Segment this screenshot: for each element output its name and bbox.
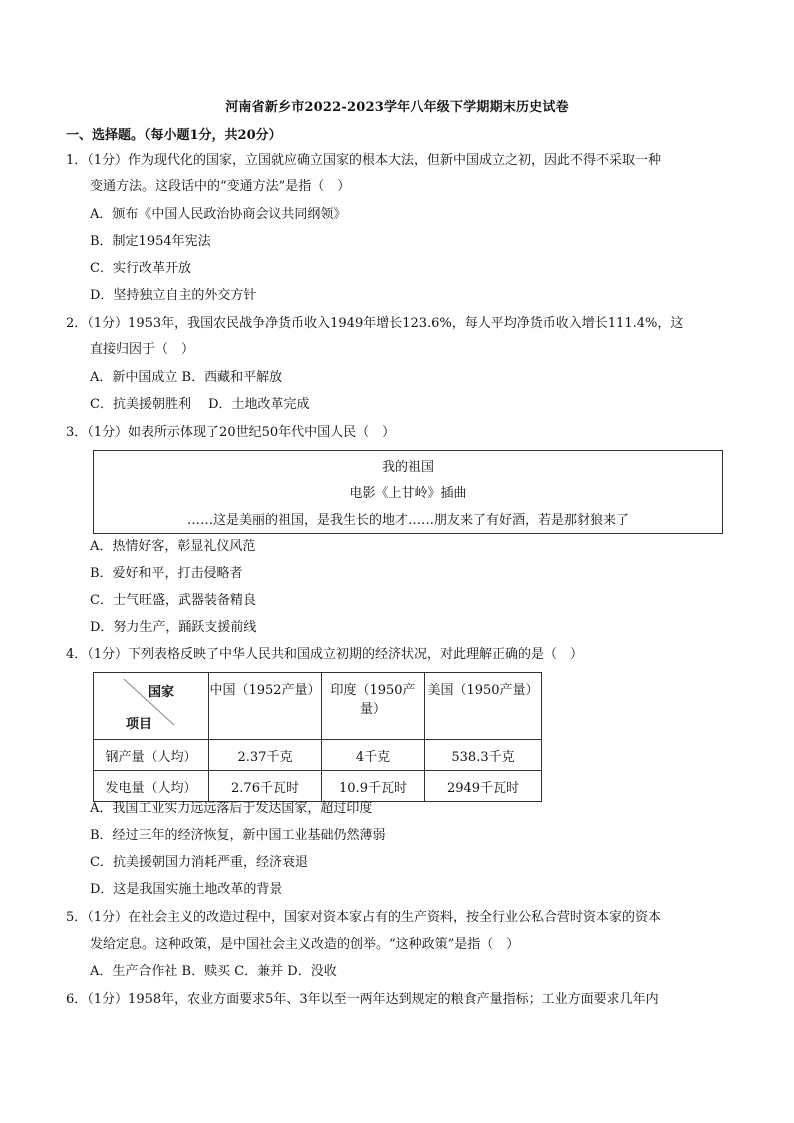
q3-option-a: A．热情好客，彰显礼仪风范 [90, 539, 256, 554]
q4-economy-table [93, 672, 542, 802]
table-row [94, 771, 542, 802]
table-header-india: 印度（1950产量） [322, 673, 425, 740]
corner-bottom-label: 项目 [126, 717, 153, 732]
cell-india-steel: 4千克 [322, 740, 425, 771]
q4-option-a: A．我国工业实力远远落后于发达国家，超过印度 [90, 801, 373, 816]
cell-usa-power: 2949千瓦时 [425, 771, 542, 802]
row-label-steel: 钢产量（人均） [94, 740, 209, 771]
q1-stem-line2: 变通方法。这段话中的“变通方法”是指（ ） [90, 179, 351, 194]
q2-option-cd: C．抗美援朝胜利 D．土地改革完成 [90, 397, 310, 412]
section-heading: 一、选择题。（每小题1分，共20分） [66, 128, 282, 143]
q5-stem-line2: 发给定息。这种政策，是中国社会主义改造的创举。“这种政策”是指（ ） [90, 937, 520, 952]
q5-stem-line1: 5．（1分）在社会主义的改造过程中，国家对资本家占有的生产资料，按全行业公私合营时资本家的资本 [66, 910, 662, 925]
cell-china-power: 2.76千瓦时 [209, 771, 322, 802]
row-label-power: 发电量（人均） [94, 771, 209, 802]
cell-china-steel: 2.37千克 [209, 740, 322, 771]
q1-option-a: A．颁布《中国人民政治协商会议共同纲领》 [90, 207, 347, 222]
table-row [94, 740, 542, 771]
table-header-usa: 美国（1950产量） [425, 673, 542, 740]
q3-option-c: C．士气旺盛，武器装备精良 [90, 593, 256, 608]
q2-option-ab: A．新中国成立 B．西藏和平解放 [90, 370, 283, 385]
table-corner-cell [94, 673, 209, 740]
cell-usa-steel: 538.3千克 [425, 740, 542, 771]
table-header-china: 中国（1952产量） [209, 673, 322, 740]
q1-stem-line1: 1．（1分）作为现代化的国家，立国就应确立国家的根本大法，但新中国成立之初，因此不得不采取一种 [66, 153, 662, 168]
exam-title: 河南省新乡市2022-2023学年八年级下学期期末历史试卷 [225, 100, 569, 115]
q4-option-d: D．这是我国实施土地改革的背景 [90, 882, 283, 897]
q3-option-d: D．努力生产，踊跃支援前线 [90, 620, 257, 635]
q4-stem: 4．（1分）下列表格反映了中华人民共和国成立初期的经济状况，对此理解正确的是（ ） [66, 647, 584, 662]
cell-india-power: 10.9千瓦时 [322, 771, 425, 802]
q1-option-b: B．制定1954年宪法 [90, 234, 211, 249]
q5-options: A．生产合作社 B．赎买 C．兼并 D．没收 [90, 964, 337, 979]
q6-stem-line1: 6．（1分）1958年，农业方面要求5年、3年以至一两年达到规定的粮食产量指标；工业方面要求几年内 [66, 992, 659, 1007]
table-header-row [94, 673, 542, 740]
q4-option-b: B．经过三年的经济恢复，新中国工业基础仍然薄弱 [90, 828, 386, 843]
q3-song-source: 电影《上甘岭》插曲 [349, 486, 467, 501]
corner-top-label: 国家 [147, 685, 174, 700]
q1-option-c: C．实行改革开放 [90, 261, 191, 276]
q3-option-b: B．爱好和平，打击侵略者 [90, 566, 243, 581]
q4-option-c: C．抗美援朝国力消耗严重，经济衰退 [90, 855, 308, 870]
q3-song-title: 我的祖国 [381, 460, 434, 475]
q2-stem-line1: 2．（1分）1953年，我国农民战争净货币收入1949年增长123.6%，每人平均净货币收入增长111.4%，这 [66, 316, 684, 331]
q1-option-d: D．坚持独立自主的外交方针 [90, 288, 257, 303]
q3-quote-box [93, 450, 723, 534]
q2-stem-line2: 直接归因于（ ） [90, 342, 195, 357]
q3-stem: 3．（1分）如表所示体现了20世纪50年代中国人民（ ） [66, 425, 396, 440]
q3-song-lyrics: ……这是美丽的祖国，是我生长的地才……朋友来了有好酒，若是那豺狼来了 [186, 513, 629, 528]
